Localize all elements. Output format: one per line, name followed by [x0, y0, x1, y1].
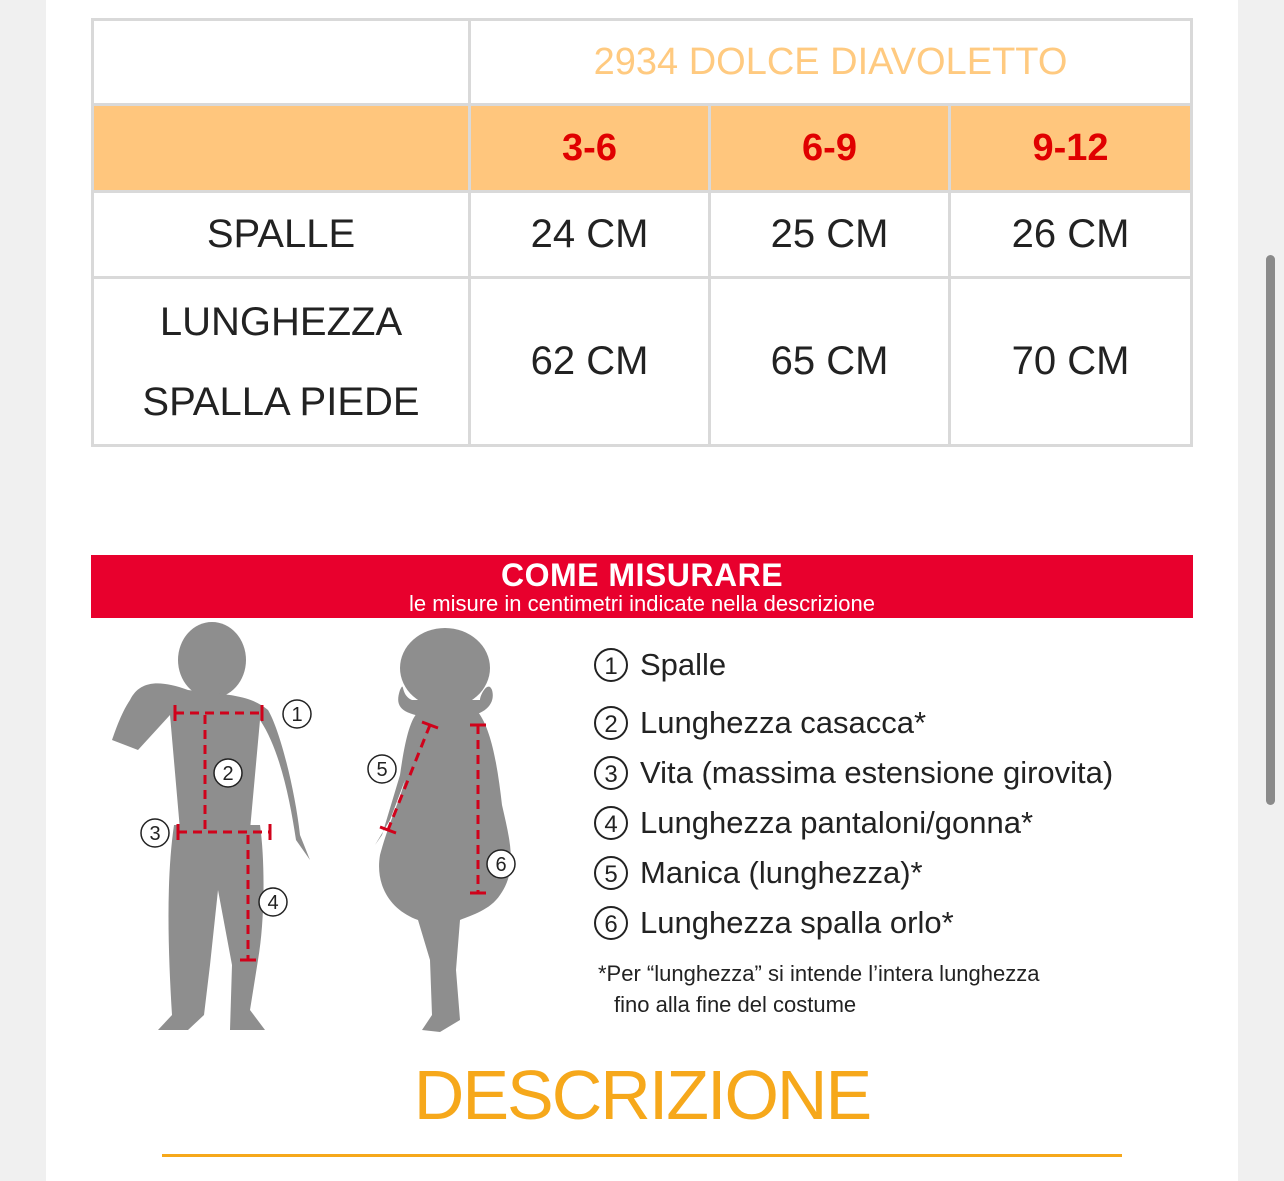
legend-label: Lunghezza pantaloni/gonna* [640, 805, 1034, 840]
table-cell: 26 CM [948, 190, 1193, 279]
legend-label: Manica (lunghezza)* [640, 855, 923, 890]
measure-legend [594, 640, 1113, 948]
note-line: fino alla fine del costume [614, 992, 857, 1017]
legend-item [594, 798, 1113, 848]
marker-5: 5 [376, 759, 388, 781]
marker-4: 4 [267, 892, 279, 914]
note-line: *Per “lunghezza” si intende l’intera lunghezza [598, 961, 1040, 986]
legend-item [594, 848, 1113, 898]
legend-label: Vita (massima estensione girovita) [640, 755, 1114, 790]
legend-label: Lunghezza casacca* [640, 705, 927, 740]
legend-number: 6 [594, 906, 628, 940]
description-divider [162, 1154, 1122, 1157]
boy-silhouette [112, 622, 310, 1030]
row-label-line: SPALLA PIEDE [142, 379, 420, 424]
legend-number: 2 [594, 706, 628, 740]
table-corner-orange [91, 103, 471, 193]
size-table [91, 18, 1193, 447]
legend-number: 1 [594, 648, 628, 682]
legend-label: Spalle [640, 647, 727, 682]
table-cell: 70 CM [948, 276, 1193, 447]
legend-label: Lunghezza spalla orlo* [640, 905, 954, 940]
marker-6: 6 [495, 854, 507, 876]
measure-title: COME MISURARE [500, 557, 784, 593]
row-label-spalle: SPALLE [91, 190, 471, 279]
legend-item [594, 698, 1113, 748]
table-corner-cell [91, 18, 471, 106]
product-title: 2934 DOLCE DIAVOLETTO [468, 18, 1193, 106]
measure-banner [91, 555, 1193, 618]
size-header: 9-12 [948, 103, 1193, 193]
legend-item [594, 640, 1113, 690]
marker-2: 2 [222, 763, 234, 785]
marker-1: 1 [291, 704, 303, 726]
row-label-lunghezza [91, 276, 471, 447]
table-cell: 62 CM [468, 276, 711, 447]
legend-number: 3 [594, 756, 628, 790]
legend-item [594, 748, 1113, 798]
marker-3: 3 [149, 823, 161, 845]
legend-number: 4 [594, 806, 628, 840]
measure-subtitle: le misure in centimetri indicate nella descrizione [409, 591, 875, 616]
girl-silhouette [375, 628, 511, 1032]
description-heading: DESCRIZIONE [413, 1056, 871, 1134]
table-cell: 25 CM [708, 190, 951, 279]
size-header: 3-6 [468, 103, 711, 193]
size-header: 6-9 [708, 103, 951, 193]
legend-item [594, 898, 1113, 948]
table-cell: 65 CM [708, 276, 951, 447]
legend-number: 5 [594, 856, 628, 890]
row-label-line: LUNGHEZZA [159, 299, 403, 344]
table-cell: 24 CM [468, 190, 711, 279]
length-note [598, 958, 1039, 1020]
scrollbar[interactable] [1266, 255, 1275, 805]
measure-figures [100, 620, 580, 1050]
